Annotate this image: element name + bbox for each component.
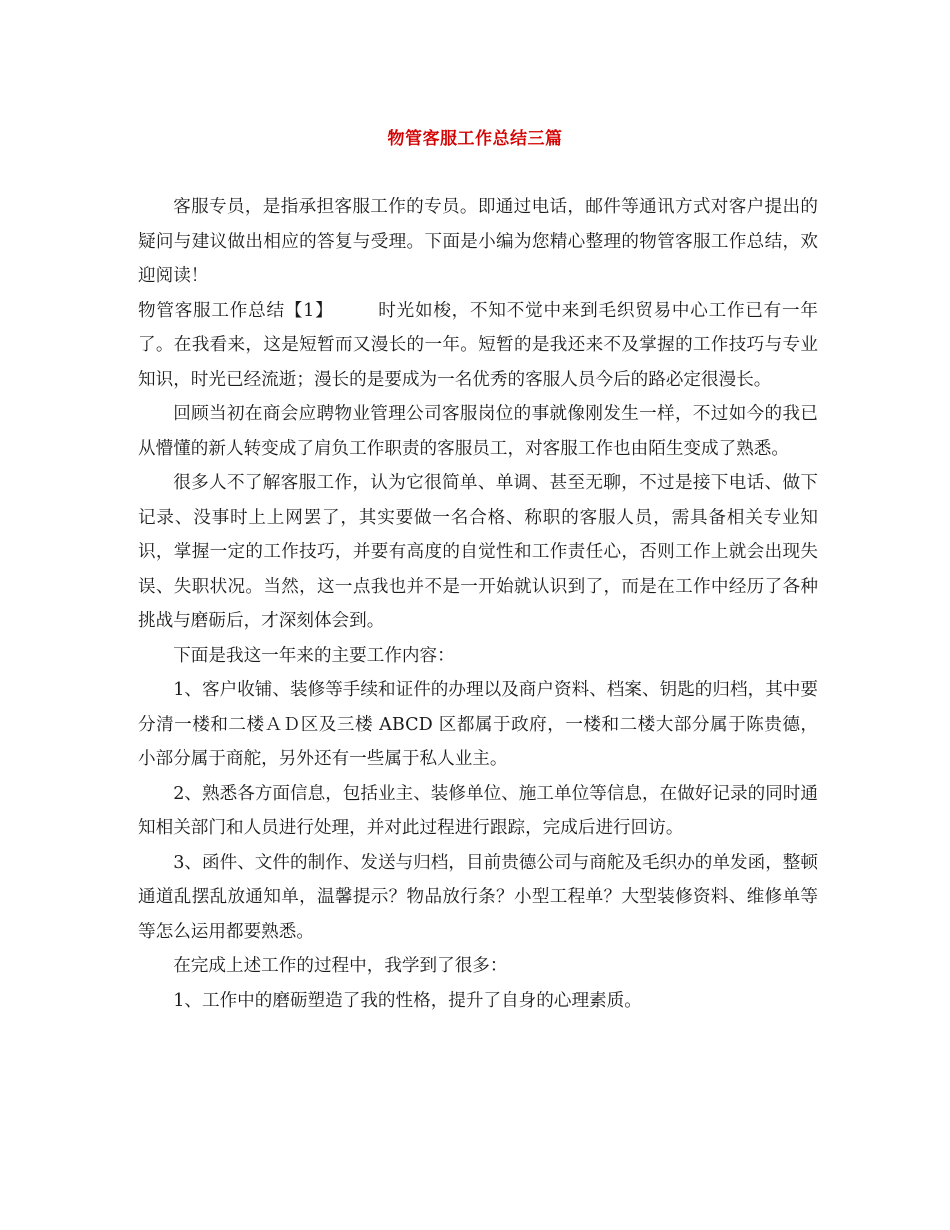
paragraph-6: 2、熟悉各方面信息，包括业主、装修单位、施工单位等信息，在做好记录的同时通知相关部门和人员进行处理，并对此过程进行跟踪，完成后进行回访。: [138, 783, 818, 838]
paragraph-5: 1、客户收铺、装修等手续和证件的办理以及商户资料、档案、钥匙的归档，其中要分清一楼和二楼ＡＤ区及三楼 ABCD 区都属于政府，一楼和二楼大部分属于陈贵德，小部分属于商舵，另外还有一些属于私人业主。: [138, 680, 818, 769]
section1-first-text: 时光如梭，不知不觉中来到毛织贸易中心工作已有一年了。在我看来，这是短暂而又漫长的一年。短暂的是我还来不及掌握的工作技巧与专业知识，时光已经流逝；漫长的是要成为一名优秀的客服人员今后的路必定很漫长。: [138, 300, 818, 390]
paragraph-9: 1、工作中的磨砺塑造了我的性格，提升了自身的心理素质。: [173, 990, 642, 1011]
document-title: 物管客服工作总结三篇: [387, 129, 563, 149]
paragraph-3: 很多人不了解客服工作，认为它很简单、单调、甚至无聊，不过是接下电话、做下记录、没事时上上网罢了，其实要做一名合格、称职的客服人员，需具备相关专业知识，掌握一定的工作技巧，并要有高度的自觉性和工作责任心，否则工作上就会出现失误、失职状况。当然，这一点我也并不是一开始就认识到了，而是在工作中经历了各种挑战与磨砺后，才深刻体会到。: [138, 473, 818, 631]
intro-paragraph: 客服专员，是指承担客服工作的专员。即通过电话，邮件等通讯方式对客户提出的疑问与建议做出相应的答复与受理。下面是小编为您精心整理的物管客服工作总结，欢迎阅读！: [138, 197, 818, 286]
section1-paragraph: [138, 294, 818, 398]
paragraph-7: 3、函件、文件的制作、发送与归档，目前贵德公司与商舵及毛织办的单发函，整顿通道乱摆乱放通知单，温馨提示？物品放行条？小型工程单？大型装修资料、维修单等等怎么运用都要熟悉。: [138, 852, 818, 942]
paragraph-4: 下面是我这一年来的主要工作内容：: [173, 645, 455, 666]
document-body: [138, 190, 818, 1018]
section1-heading: 物管客服工作总结【1】: [138, 300, 334, 321]
paragraph-2: 回顾当初在商会应聘物业管理公司客服岗位的事就像刚发生一样，不过如今的我已从懵懂的新人转变成了肩负工作职责的客服员工，对客服工作也由陌生变成了熟悉。: [138, 404, 818, 459]
paragraph-8: 在完成上述工作的过程中，我学到了很多：: [173, 956, 508, 976]
